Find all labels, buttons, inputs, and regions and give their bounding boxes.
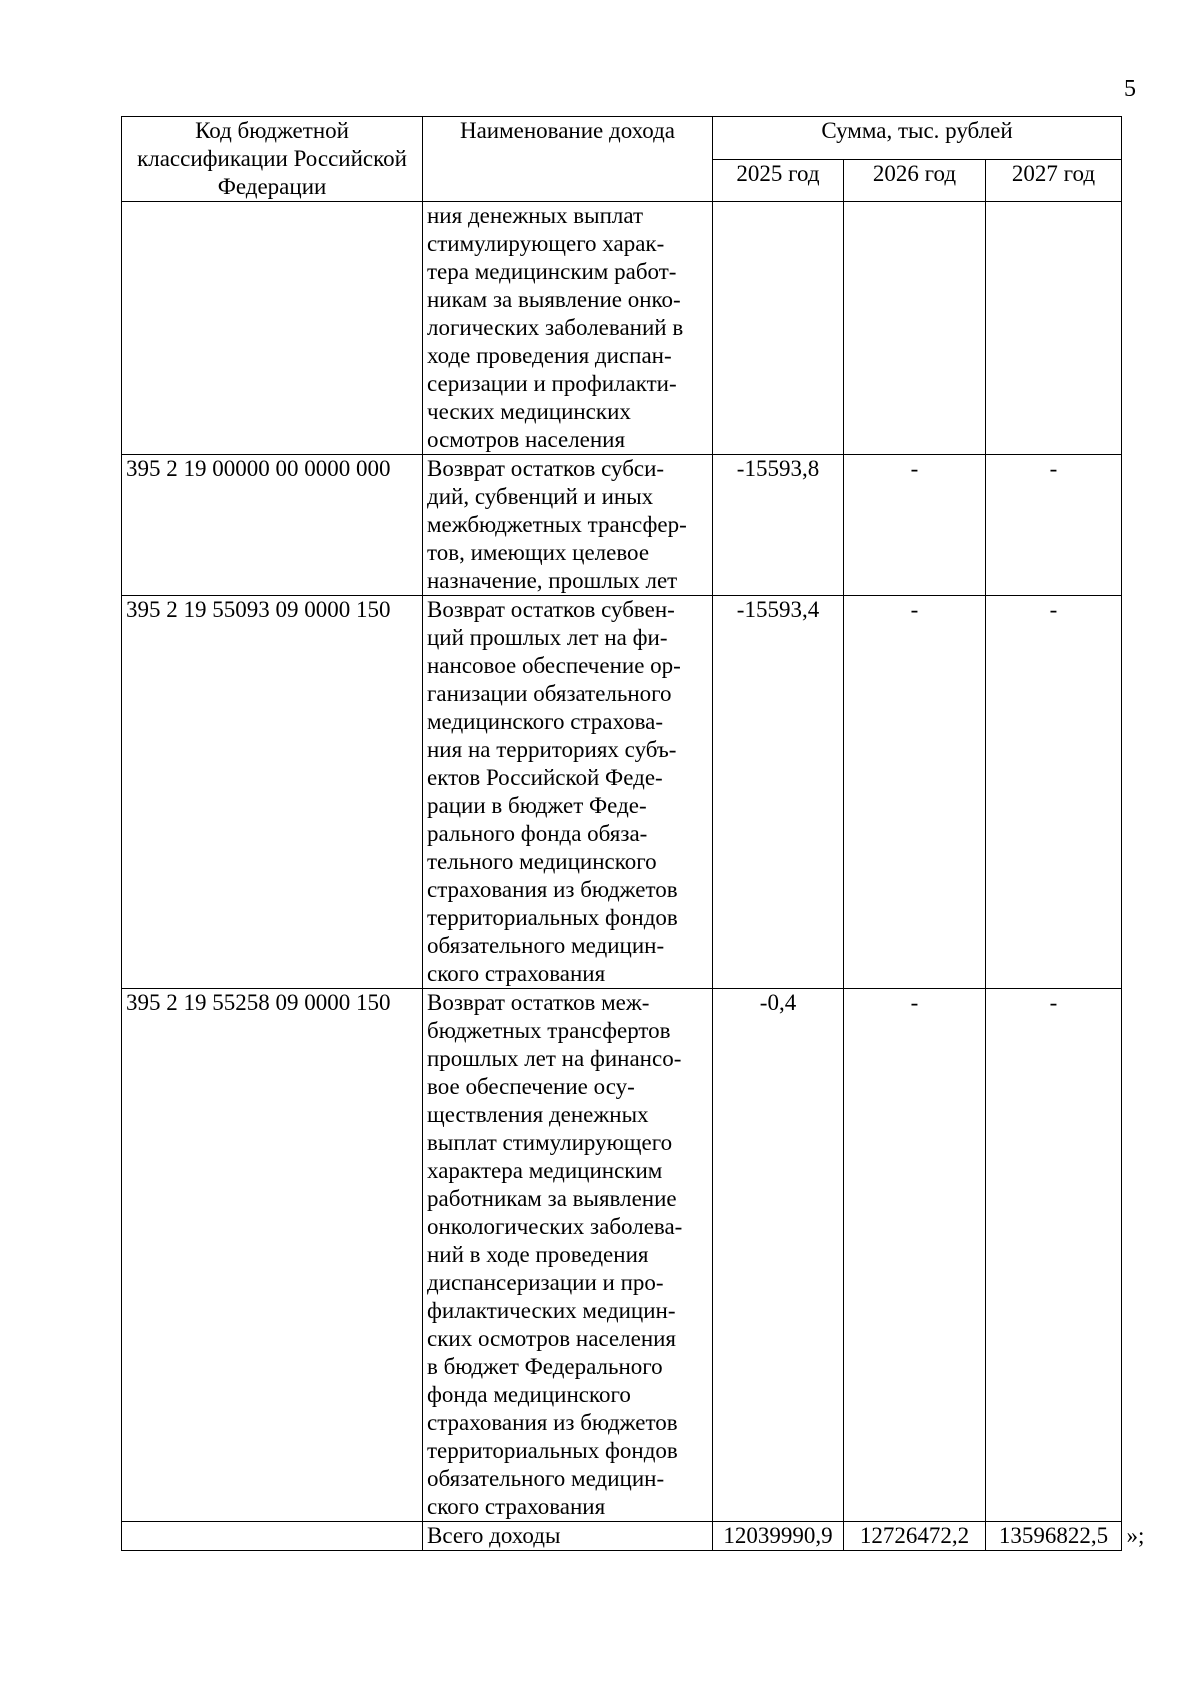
total-2025: 12039990,9 [713,1522,844,1551]
row-value-2026: - [844,596,986,989]
name-line: вое обеспечение осу- [427,1074,635,1099]
name-line: рации в бюджет Феде- [427,793,647,818]
name-line: обязательного медицин- [427,933,665,958]
row-value-2026: - [844,455,986,596]
name-line: ходе проведения диспан- [427,343,672,368]
row-code: 395 2 19 00000 00 0000 000 [122,455,423,596]
name-line: межбюджетных трансфер- [427,512,687,537]
name-line: Возврат остатков субси- [427,456,665,481]
row-value-2027 [986,202,1122,455]
name-line: тельного медицинского [427,849,657,874]
name-line: ния денежных выплат [427,203,644,228]
row-name [423,455,713,596]
total-2027: 13596822,5 [986,1522,1122,1551]
row-name [423,202,713,455]
name-line: территориальных фондов [427,1438,678,1463]
header-code-line: Федерации [217,174,327,199]
name-line: ществления денежных [427,1102,649,1127]
row-value-2025: -15593,8 [713,455,844,596]
name-line: назначение, прошлых лет [427,568,678,593]
header-year-2027: 2027 год [986,159,1122,202]
table-row [122,989,1122,1522]
name-line: ского страхования [427,1494,606,1519]
revenue-table [121,116,1122,1551]
name-line: рального фонда обяза- [427,821,648,846]
name-line: нансовое обеспечение ор- [427,653,681,678]
name-line: ций прошлых лет на фи- [427,625,668,650]
page-number: 5 [1124,76,1136,102]
name-line: диспансеризации и про- [427,1270,664,1295]
name-line: ских осмотров населения [427,1326,677,1351]
name-line: стимулирующего харак- [427,231,665,256]
header-name: Наименование дохода [423,117,713,202]
header-year-2025: 2025 год [713,159,844,202]
name-line: никам за выявление онко- [427,287,681,312]
name-line: Возврат остатков субвен- [427,597,675,622]
name-line: логических заболеваний в [427,315,684,340]
name-line: тера медицинским работ- [427,259,677,284]
name-line: ганизации обязательного [427,681,672,706]
name-line: серизации и профилакти- [427,371,677,396]
name-line: ния на территориях субъ- [427,737,677,762]
header-code-line: классификации Российской [137,146,407,171]
row-code: 395 2 19 55093 09 0000 150 [122,596,423,989]
name-line: тов, имеющих целевое [427,540,650,565]
name-line: ского страхования [427,961,606,986]
name-line: дий, субвенций и иных [427,484,654,509]
header-sum: Сумма, тыс. рублей [713,117,1122,160]
total-label: Всего доходы [423,1522,713,1551]
row-name [423,989,713,1522]
row-value-2026: - [844,989,986,1522]
row-value-2025: -15593,4 [713,596,844,989]
row-value-2025: -0,4 [713,989,844,1522]
name-line: медицинского страхова- [427,709,664,734]
name-line: ческих медицинских [427,399,631,424]
row-value-2027: - [986,596,1122,989]
name-line: в бюджет Федерального [427,1354,663,1379]
name-line: обязательного медицин- [427,1466,665,1491]
header-year-2026: 2026 год [844,159,986,202]
header-row-1 [122,117,1122,160]
name-line: филактических медицин- [427,1298,676,1323]
row-code [122,202,423,455]
total-2026: 12726472,2 [844,1522,986,1551]
row-name [423,596,713,989]
table-row [122,455,1122,596]
table-row [122,202,1122,455]
name-line: ектов Российской Феде- [427,765,663,790]
name-line: фонда медицинского [427,1382,631,1407]
name-line: территориальных фондов [427,905,678,930]
table-row [122,596,1122,989]
row-value-2027: - [986,989,1122,1522]
name-line: бюджетных трансфертов [427,1018,671,1043]
header-code [122,117,423,202]
table-body [122,202,1122,1551]
name-line: осмотров населения [427,427,626,452]
closing-quote-mark: »; [1126,1522,1145,1548]
name-line: работникам за выявление [427,1186,677,1211]
name-line: онкологических заболева- [427,1214,683,1239]
header-code-line: Код бюджетной [195,118,349,143]
total-code [122,1522,423,1551]
total-row [122,1522,1122,1551]
name-line: страхования из бюджетов [427,877,678,902]
name-line: Возврат остатков меж- [427,990,650,1015]
name-line: страхования из бюджетов [427,1410,678,1435]
name-line: выплат стимулирующего [427,1130,673,1155]
row-code: 395 2 19 55258 09 0000 150 [122,989,423,1522]
row-value-2025 [713,202,844,455]
name-line: ний в ходе проведения [427,1242,649,1267]
row-value-2027: - [986,455,1122,596]
name-line: характера медицинским [427,1158,663,1183]
name-line: прошлых лет на финансо- [427,1046,682,1071]
row-value-2026 [844,202,986,455]
